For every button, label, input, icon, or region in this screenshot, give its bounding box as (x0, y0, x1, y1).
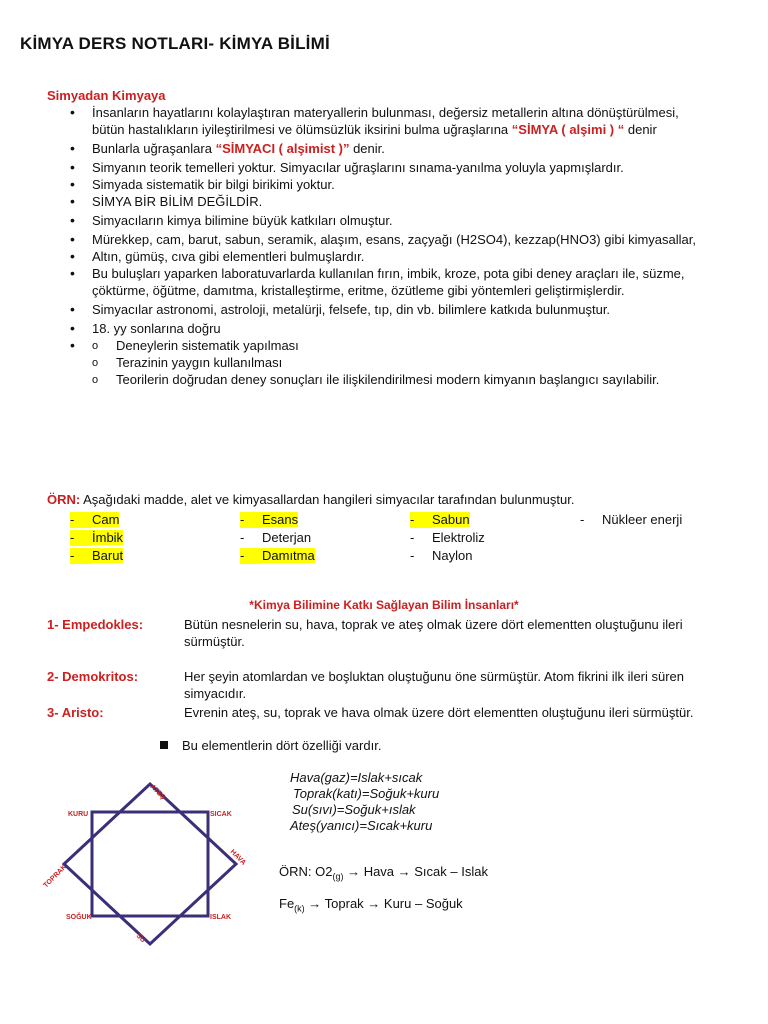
sub-bullet-item: o Terazinin yaygın kullanılması (90, 354, 710, 371)
simya-bullet-list (70, 104, 710, 388)
diagram-label-sicak: SICAK (210, 811, 232, 818)
property-line: Hava(gaz)=Islak+sıcak (290, 770, 423, 785)
bullet-item: • Simyacıların kimya bilimine büyük katkıları olmuştur. (70, 212, 710, 229)
example-option: - Cam (70, 512, 120, 527)
bullet-item: • Simyada sistematik bir bilgi birikimi yoktur. (70, 176, 710, 193)
bullet-item: • 18. yy sonlarına doğru (70, 320, 710, 337)
diagram-label-kuru: KURU (68, 811, 89, 818)
page-title: KİMYA DERS NOTLARI- KİMYA BİLİMİ (20, 34, 330, 53)
example-o2: ÖRN: $O2_{(g)}$ → Hava → Sıcak – Islak (279, 864, 488, 882)
scientist-description: Bütün nesnelerin su, hava, toprak ve ateş olmak üzere dört elementten oluştuğunu ileri sürmüştür. (184, 617, 683, 649)
sub-bullet-container (70, 337, 710, 388)
property-line: Su(sıvı)=Soğuk+ıslak (292, 802, 416, 817)
bullet-item: • Simyacılar astronomi, astroloji, metalürji, felsefe, tıp, din vb. bilimlere katkıda bulunmuştur. (70, 301, 710, 318)
example-option: - Esans (240, 512, 299, 527)
diagram-label-hava: HAVA (228, 848, 247, 867)
section-heading-simyadan-kimyaya: Simyadan Kimyaya (47, 88, 166, 103)
scientist-name: 3- Aristo: (47, 705, 104, 720)
example-option: - Nükleer enerji (580, 512, 683, 527)
square-bullet-icon (160, 741, 168, 749)
bullet-item: • Altın, gümüş, cıva gibi elementleri bulmuşlardır. (70, 248, 710, 265)
diagram-label-islak: ISLAK (210, 914, 231, 921)
four-elements-diagram (40, 770, 260, 950)
section-heading-scientists: *Kimya Bilimine Katkı Sağlayan Bilim İnsanları* (249, 598, 519, 612)
example-option: - Deterjan (240, 530, 312, 545)
example-fe: $Fe_{(k)}$ → Toprak → Kuru – Soğuk (279, 896, 463, 914)
scientist-name: 1- Empedokles: (47, 617, 144, 632)
example-option: - Damıtma (240, 548, 315, 563)
diagram-label-toprak: TOPRAK (42, 863, 69, 890)
property-line: Toprak(katı)=Soğuk+kuru (293, 786, 440, 801)
bullet-item: • Mürekkep, cam, barut, sabun, seramik, alaşım, esans, zaçyağı (H2SO4), kezzap(HNO3) gibi kimyasallar, (70, 231, 710, 248)
example-option: - Sabun (410, 512, 470, 527)
sub-bullet-item: o Teorilerin doğrudan deney sonuçları ile ilişkilendirilmesi modern kimyanın başlangıcı sayılabilir. (90, 371, 710, 388)
bullet-simya-definition: • İnsanların hayatlarını kolaylaştıran materyallerin bulunması, değersiz metallerin altına dönüştürülmesi, bütün hastalıkların iyileştirilmesi ve ölümsüzlük iksirini bulma uğraşlarına “SİMYA ( alşimi ) “ denir (70, 104, 710, 138)
example-option: - Barut (70, 548, 124, 563)
property-line: Ateş(yanıcı)=Sıcak+kuru (290, 818, 433, 833)
example-question: ÖRN: Aşağıdaki madde, alet ve kimyasallardan hangileri simyacılar tarafından bulunmuştur. (47, 492, 575, 507)
bullet-item: • Bu buluşları yaparken laboratuvarlarda kullanılan fırın, imbik, kroze, pota gibi deney araçları ile, süzme, çöktürme, öğütme, damıtma, kristalleştirme, eritme, özütleme gibi yöntemleri geliştirmişlerdir. (70, 265, 710, 299)
diagram-label-ates: ATEŞ (148, 783, 167, 802)
scientist-name: 2- Demokritos: (47, 669, 139, 684)
bullet-simyaci-definition: • Bunlarla uğraşanlara “SİMYACI ( alşimist )” denir. (70, 140, 710, 157)
elements-properties-note: Bu elementlerin dört özelliği vardır. (160, 738, 381, 753)
diagram-label-su: SU (134, 932, 147, 945)
example-option: - Naylon (410, 548, 473, 563)
scientist-description: Evrenin ateş, su, toprak ve hava olmak üzere dört elementten oluştuğunu ileri sürmüştür. (184, 705, 694, 720)
sub-bullet-list (70, 337, 710, 388)
diagram-label-soguk: SOĞUK (66, 914, 92, 921)
example-option: - İmbik (70, 530, 124, 545)
example-option: - Elektroliz (410, 530, 485, 545)
sub-bullet-item: o • Deneylerin sistematik yapılması (90, 337, 710, 354)
bullet-item: • SİMYA BİR BİLİM DEĞİLDİR. (70, 193, 710, 210)
diagram-square (92, 812, 208, 916)
element-properties-list (290, 770, 439, 834)
bullet-item: • Simyanın teorik temelleri yoktur. Simyacılar uğraşlarını sınama-yanılma yoluyla yapmışlardır. (70, 159, 710, 176)
scientist-description: Her şeyin atomlardan ve boşluktan oluştuğunu öne sürmüştür. Atom fikrini ilk ileri süren simyacıdır. (184, 669, 685, 701)
